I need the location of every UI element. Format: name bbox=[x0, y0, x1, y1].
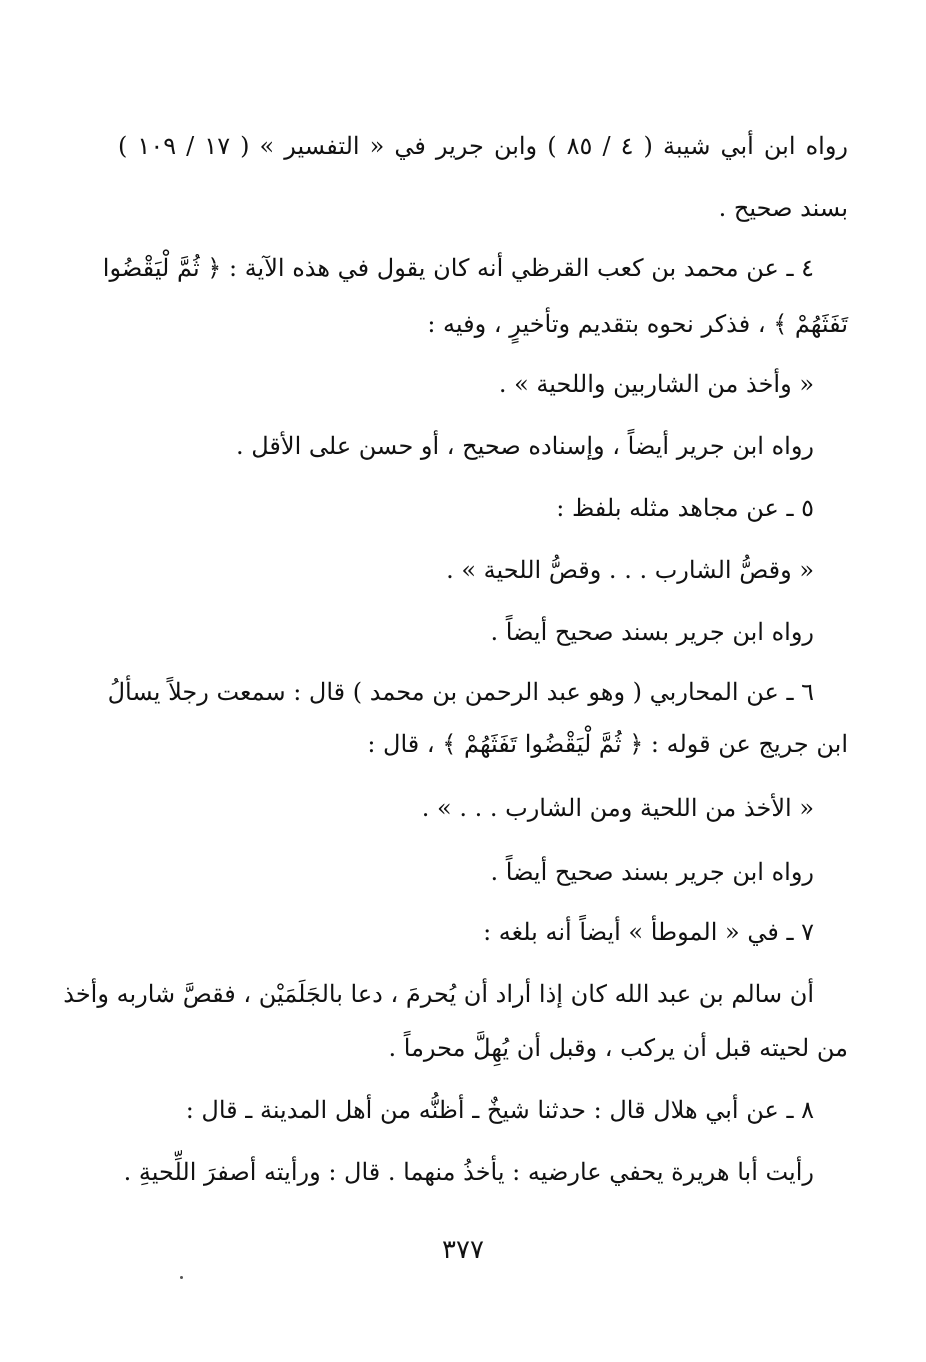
text-line-18: رأيت أبا هريرة يحفي عارضيه : يأخذُ منهما . قال : ورأيته أصفرَ اللِّحيةِ . bbox=[123, 1158, 814, 1186]
text-line-4: تَفَثَهُمْ ﴾ ، فذكر نحوه بتقديم وتأخيرٍ ، وفيه : bbox=[427, 310, 848, 338]
text-line-15: أن سالم بن عبد الله كان إذا أراد أن يُحرمَ ، دعا بالجَلَمَيْن ، فقصَّ شاربه وأخذ bbox=[63, 980, 814, 1008]
text-line-7: ٥ ـ عن مجاهد مثله بلفظ : bbox=[556, 494, 814, 522]
scan-speck bbox=[180, 1276, 183, 1279]
text-line-12: « الأخذ من اللحية ومن الشارب . . . » . bbox=[421, 794, 814, 822]
page-number: ٣٧٧ bbox=[442, 1235, 484, 1265]
text-line-10: ٦ ـ عن المحاربي ( وهو عبد الرحمن بن محمد ) قال : سمعت رجلاً يسألُ bbox=[107, 678, 814, 706]
text-line-9: رواه ابن جرير بسند صحيح أيضاً . bbox=[490, 618, 814, 646]
text-line-17: ٨ ـ عن أبي هلال قال : حدثنا شيخٌ ـ أظنُّه من أهل المدينة ـ قال : bbox=[185, 1096, 814, 1124]
text-line-5: « وأخذ من الشاربين واللحية » . bbox=[498, 370, 814, 398]
text-line-3: ٤ ـ عن محمد بن كعب القرظي أنه كان يقول في هذه الآية : ﴿ ثُمَّ لْيَقْضُوا bbox=[102, 254, 814, 282]
text-line-14: ٧ ـ في « الموطأ » أيضاً أنه بلغه : bbox=[483, 918, 814, 946]
text-line-6: رواه ابن جرير أيضاً ، وإسناده صحيح ، أو حسن على الأقل . bbox=[235, 432, 814, 460]
text-line-11: ابن جريج عن قوله : ﴿ ثُمَّ لْيَقْضُوا تَفَثَهُمْ ﴾ ، قال : bbox=[367, 730, 848, 758]
text-line-16: من لحيته قبل أن يركب ، وقبل أن يُهِلَّ محرماً . bbox=[388, 1034, 848, 1062]
text-line-8: « وقصُّ الشارب . . . وقصُّ اللحية » . bbox=[446, 556, 814, 584]
text-line-2: بسند صحيح . bbox=[718, 194, 848, 222]
text-line-1: رواه ابن أبي شيبة ( ٤ / ٨٥ ) وابن جرير في « التفسير » ( ١٧ / ١٠٩ ) bbox=[118, 132, 848, 160]
text-line-13: رواه ابن جرير بسند صحيح أيضاً . bbox=[490, 858, 814, 886]
